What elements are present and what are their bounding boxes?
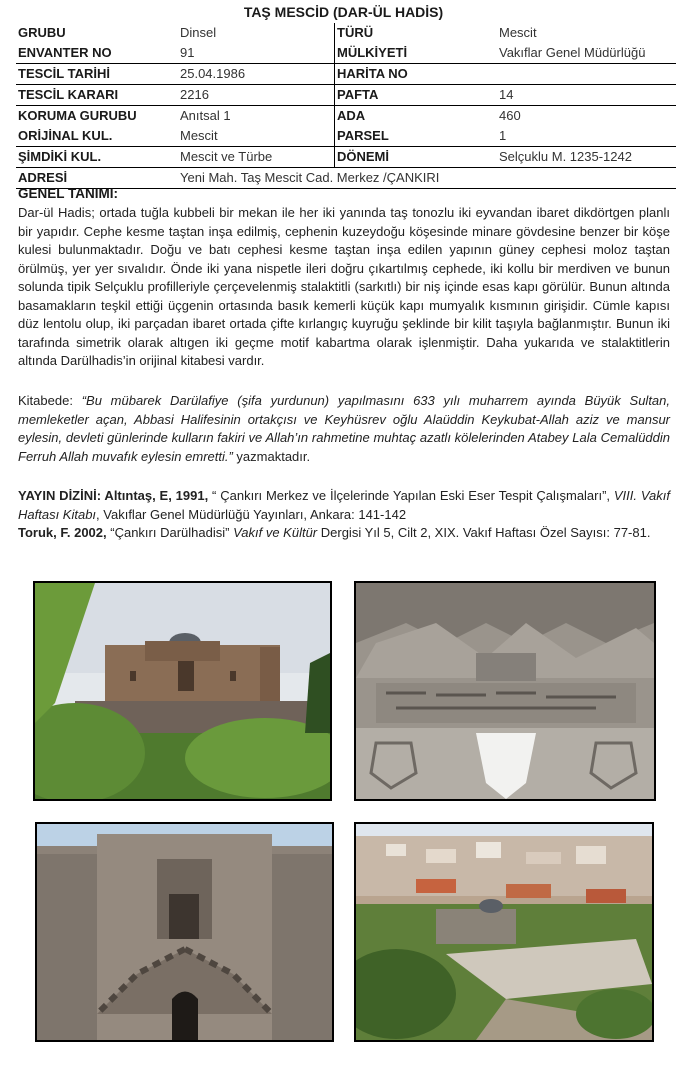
ref1-author: Altıntaş, E, 1991, bbox=[101, 488, 209, 503]
ada-label: ADA bbox=[335, 106, 498, 127]
grubu-label: GRUBU bbox=[18, 25, 66, 40]
simdiki-value: Mescit ve Türbe bbox=[178, 147, 335, 168]
kitabe-lead: Kitabede: bbox=[18, 393, 82, 408]
simdiki-label: ŞİMDİKİ KUL. bbox=[16, 147, 178, 168]
ref2-rest: Dergisi Yıl 5, Cilt 2, XIX. Vakıf Haftası Özel Sayısı: 77-81. bbox=[317, 525, 651, 540]
photo-exterior-dome bbox=[33, 581, 332, 801]
pafta-value: 14 bbox=[497, 85, 676, 106]
tescil-karari-label: TESCİL KARARI bbox=[16, 85, 178, 106]
orijinal-value: Mescit bbox=[178, 126, 335, 147]
ref2-author: Toruk, F. 2002, bbox=[18, 525, 107, 540]
grubu-value: Dinsel bbox=[180, 25, 217, 40]
photo-facade-portal bbox=[35, 822, 334, 1042]
yayin-dizini bbox=[18, 487, 670, 543]
pafta-label: PAFTA bbox=[335, 85, 498, 106]
yayin-label: YAYIN DİZİNİ: bbox=[18, 488, 102, 503]
adres-value: Yeni Mah. Taş Mescit Cad. Merkez /ÇANKIRI bbox=[178, 168, 676, 189]
koruma-label: KORUMA GURUBU bbox=[18, 108, 137, 123]
turu-value: Mescit bbox=[499, 25, 537, 40]
tescil-tarihi-value: 25.04.1986 bbox=[178, 64, 335, 85]
kitabe-tail: yazmaktadır. bbox=[232, 448, 311, 464]
harita-label: HARİTA NO bbox=[335, 64, 498, 85]
genel-tanimi-heading: GENEL TANIMI: bbox=[18, 186, 118, 201]
kitabe-text: “Bu mübarek Darülafiye (şifa yurdunun) yapılmasını 633 yılı muharrem ayında Büyük Sultan, memleketler açan, Abbasi Halifesinin ortakçısı ve Keyhüsrev oğlu Alaüddin Keykubat-Allah aziz ve mansur eylesin, devleti günlerinde kulların fakiri ve Allah’ın rahmetine muhtaç azatlı kölelerinden Atabey Lala Cemalüddin Ferruh Allah muvafık eylesin emretti.” bbox=[18, 393, 670, 464]
photo-city-aerial bbox=[354, 822, 654, 1042]
koruma-value: Anıtsal 1 bbox=[180, 108, 231, 123]
harita-value bbox=[497, 64, 676, 85]
page-title: TAŞ MESCİD (DAR-ÜL HADİS) bbox=[243, 4, 444, 20]
ref1-pub: , Vakıflar Genel Müdürlüğü Yayınları, Ankara: 141-142 bbox=[96, 506, 407, 522]
tescil-karari-value: 2216 bbox=[178, 85, 335, 106]
info-table bbox=[16, 23, 676, 189]
adres-label: ADRESİ bbox=[16, 168, 178, 189]
ada-value: 460 bbox=[499, 108, 521, 123]
parsel-value: 1 bbox=[497, 126, 676, 147]
mulkiyet-label: MÜLKİYETİ bbox=[335, 43, 498, 64]
donemi-label: DÖNEMİ bbox=[335, 147, 498, 168]
kitabe-paragraph bbox=[18, 392, 670, 466]
ref2-journal: Vakıf ve Kültür bbox=[233, 525, 318, 540]
genel-tanimi-text: Dar-ül Hadis; ortada tuğla kubbeli bir mekan ile her iki yanında taş tonozlu iki eyvandan ibaret dikdörtgen planlı bir yapıdır. Cephe kesme taştan inşa edilmiş, cephenin kuzeydoğu köşesinde minare gövdesine benzer bir köşe kulesi bulunmaktadır. Doğu ve batı cephesi kesme taştan inşa edilen yapının güney cephesi moloz taştan örülmüş, yer yer sıvalıdır. Önde iki yana nispetle ileri doğru çıkartılmış cephede, iki kollu bir merdiven ve bunun solunda tipik Selçuklu profilleriyle çerçevelenmiş stalaktitli (sarkıtlı) bir niş içinde esas kapı görülür. Bunun altında basamakların teşkil ettiği üçgenin ortasında basık kemerli küçük kapı mumyalık kısmının girişidir. Cümle kapısı düz lentolu olup, iki parçadan ibaret ortada çifte kırlangıç kuyruğu şeklinde bir kilit taşıyla bağlanmıştır. Bunun iki tarafında simetrik olarak altıgen iki geçme motif kabartma olarak işlenmiştir. Daha yukarıda ve stalaktitlerin altında Darülhadis’in orijinal kitabesi vardır. bbox=[18, 205, 670, 368]
envanter-value: 91 bbox=[178, 43, 335, 64]
photo-stalactite-inscription bbox=[354, 581, 656, 801]
donemi-value: Selçuklu M. 1235-1242 bbox=[497, 147, 676, 168]
ref1-title: “ Çankırı Merkez ve İlçelerinde Yapılan Eski Eser Tespit Çalışmaları”, bbox=[208, 488, 614, 503]
mulkiyet-value: Vakıflar Genel Müdürlüğü bbox=[497, 43, 676, 64]
ref1-series: VIII. Vakıf Haftası Kitabı bbox=[18, 488, 670, 522]
ref2-title: “Çankırı Darülhadisi” bbox=[106, 525, 234, 540]
turu-label: TÜRÜ bbox=[335, 23, 498, 43]
tescil-tarihi-label: TESCİL TARİHİ bbox=[16, 64, 178, 85]
parsel-label: PARSEL bbox=[335, 126, 498, 147]
orijinal-label: ORİJİNAL KUL. bbox=[16, 126, 178, 147]
envanter-label: ENVANTER NO bbox=[16, 43, 178, 64]
